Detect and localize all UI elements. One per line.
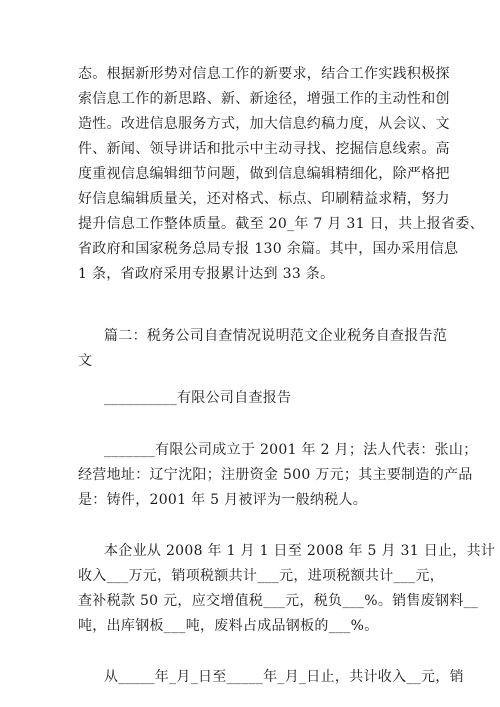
text-line: 查补税款 50 元，应交增值税___元，税负___%。销售废钢料__ bbox=[78, 593, 479, 609]
text-line: 好信息编辑质量关，还对格式、标点、印刷精益求精，努力 bbox=[78, 191, 450, 207]
text-line: 造性。改进信息服务方式，加大信息约稿力度，从会议、文 bbox=[78, 116, 450, 132]
text-line: 经营地址：辽宁沈阳；注册资金 500 万元；其主要制造的产品 bbox=[78, 467, 473, 483]
report-title-line: __________有限公司自查报告 bbox=[104, 390, 292, 406]
paragraph-company-info bbox=[78, 438, 478, 513]
text-line: _______有限公司成立于 2001 年 2 月；法人代表：张山； bbox=[104, 442, 478, 458]
heading-line: 文 bbox=[78, 353, 93, 369]
paragraph-info-work bbox=[78, 62, 484, 287]
text-line: 省政府和国家税务总局专报 130 余篇。其中，国办采用信息 bbox=[78, 241, 459, 257]
text-line: 1 条，省政府采用专报累计达到 33 条。 bbox=[78, 266, 335, 282]
text-line: 本企业从 2008 年 1 月 1 日至 2008 年 5 月 31 日止，共计 bbox=[104, 543, 496, 559]
report-title bbox=[78, 386, 430, 411]
text-line: 吨，出库钢板___吨，废料占成品钢板的___%。 bbox=[78, 618, 379, 634]
paragraph-tax-figures bbox=[78, 539, 496, 639]
text-line: 是：铸件，2001 年 5 月被评为一般纳税人。 bbox=[78, 492, 368, 508]
text-line: 收入___万元，销项税额共计___元，进项税额共计___元， bbox=[78, 568, 444, 584]
text-line: 从_____年_月_日至_____年_月_日止，共计收入__元，销 bbox=[104, 669, 464, 685]
text-line: 索信息工作的新思路、新、新途径，增强工作的主动性和创 bbox=[78, 91, 450, 107]
paragraph-period bbox=[78, 665, 464, 690]
text-line: 态。根据新形势对信息工作的新要求，结合工作实践积极探 bbox=[78, 66, 450, 82]
text-line: 提升信息工作整体质量。截至 20_年 7 月 31 日，共上报省委、 bbox=[78, 216, 484, 232]
text-line: 度重视信息编辑细节问题，做到信息编辑精细化，除严格把 bbox=[78, 166, 450, 182]
text-line: 件、新闻、领导讲话和批示中主动寻找、挖掘信息线索。高 bbox=[78, 141, 450, 157]
heading-line: 篇二：税务公司自查情况说明范文企业税务自查报告范 bbox=[104, 328, 448, 344]
section-heading bbox=[78, 324, 448, 374]
